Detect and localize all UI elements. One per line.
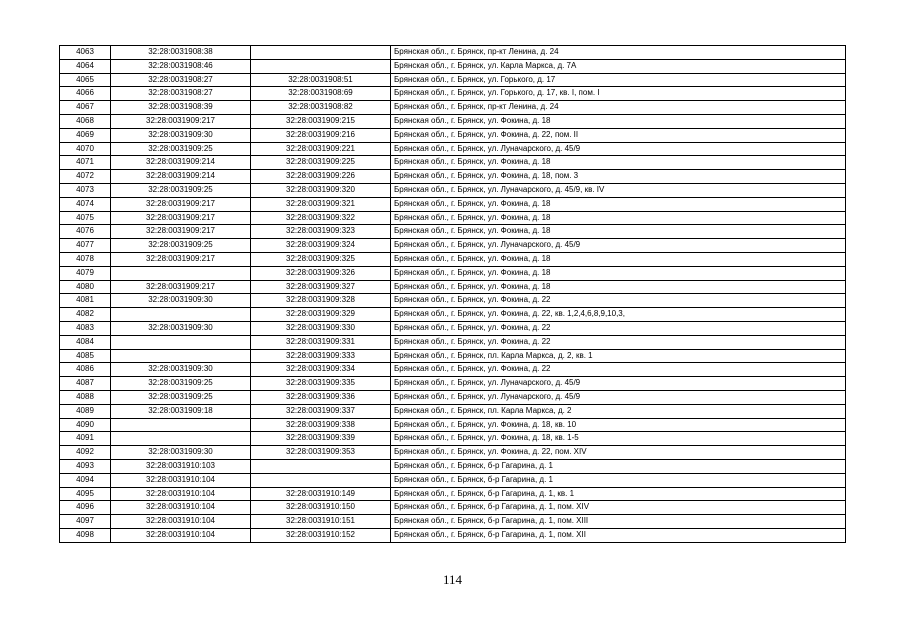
address-cell: Брянская обл., г. Брянск, ул. Фокина, д. 18 [391,114,846,128]
address-cell: Брянская обл., г. Брянск, ул. Горького, д. 17, кв. I, пом. I [391,87,846,101]
row-number-cell: 4086 [60,363,111,377]
row-number-cell: 4071 [60,156,111,170]
table-row [60,197,846,211]
table-row [60,501,846,515]
table-row [60,114,846,128]
row-number-cell: 4087 [60,377,111,391]
object-cadastral-number-cell: 32:28:0031910:152 [251,528,391,542]
row-number-cell: 4090 [60,418,111,432]
row-number-cell: 4083 [60,321,111,335]
row-number-cell: 4088 [60,390,111,404]
address-cell: Брянская обл., г. Брянск, пр-кт Ленина, д. 24 [391,46,846,60]
parcel-cadastral-number-cell: 32:28:0031910:104 [111,501,251,515]
object-cadastral-number-cell: 32:28:0031909:334 [251,363,391,377]
address-cell: Брянская обл., г. Брянск, ул. Фокина, д. 18, пом. 3 [391,170,846,184]
row-number-cell: 4074 [60,197,111,211]
parcel-cadastral-number-cell: 32:28:0031909:217 [111,252,251,266]
table-row [60,528,846,542]
table-row [60,459,846,473]
object-cadastral-number-cell: 32:28:0031909:330 [251,321,391,335]
parcel-cadastral-number-cell: 32:28:0031910:104 [111,528,251,542]
parcel-cadastral-number-cell [111,335,251,349]
object-cadastral-number-cell: 32:28:0031909:353 [251,446,391,460]
row-number-cell: 4084 [60,335,111,349]
row-number-cell: 4095 [60,487,111,501]
row-number-cell: 4085 [60,349,111,363]
parcel-cadastral-number-cell [111,349,251,363]
object-cadastral-number-cell: 32:28:0031909:328 [251,294,391,308]
table-row [60,252,846,266]
table-row [60,239,846,253]
address-cell: Брянская обл., г. Брянск, ул. Луначарского, д. 45/9 [391,239,846,253]
address-cell: Брянская обл., г. Брянск, ул. Фокина, д. 18 [391,225,846,239]
address-cell: Брянская обл., г. Брянск, ул. Фокина, д. 18, кв. 10 [391,418,846,432]
address-cell: Брянская обл., г. Брянск, ул. Луначарского, д. 45/9 [391,390,846,404]
address-cell: Брянская обл., г. Брянск, ул. Фокина, д. 18 [391,197,846,211]
parcel-cadastral-number-cell: 32:28:0031908:46 [111,59,251,73]
table-row [60,170,846,184]
object-cadastral-number-cell: 32:28:0031909:323 [251,225,391,239]
object-cadastral-number-cell: 32:28:0031908:51 [251,73,391,87]
parcel-cadastral-number-cell: 32:28:0031909:217 [111,225,251,239]
object-cadastral-number-cell: 32:28:0031909:331 [251,335,391,349]
address-cell: Брянская обл., г. Брянск, ул. Фокина, д. 18 [391,211,846,225]
parcel-cadastral-number-cell: 32:28:0031908:38 [111,46,251,60]
address-cell: Брянская обл., г. Брянск, ул. Горького, д. 17 [391,73,846,87]
parcel-cadastral-number-cell: 32:28:0031909:18 [111,404,251,418]
table-row [60,101,846,115]
parcel-cadastral-number-cell [111,432,251,446]
address-cell: Брянская обл., г. Брянск, ул. Фокина, д. 18 [391,266,846,280]
row-number-cell: 4077 [60,239,111,253]
object-cadastral-number-cell: 32:28:0031910:151 [251,515,391,529]
row-number-cell: 4076 [60,225,111,239]
parcel-cadastral-number-cell: 32:28:0031908:27 [111,87,251,101]
address-cell: Брянская обл., г. Брянск, б-р Гагарина, д. 1, пом. XII [391,528,846,542]
address-cell: Брянская обл., г. Брянск, ул. Фокина, д. 22 [391,321,846,335]
row-number-cell: 4089 [60,404,111,418]
parcel-cadastral-number-cell [111,266,251,280]
object-cadastral-number-cell: 32:28:0031909:339 [251,432,391,446]
row-number-cell: 4073 [60,183,111,197]
table-row [60,515,846,529]
table-row [60,432,846,446]
address-cell: Брянская обл., г. Брянск, пл. Карла Маркса, д. 2, кв. 1 [391,349,846,363]
parcel-cadastral-number-cell: 32:28:0031910:104 [111,515,251,529]
table-row [60,446,846,460]
table-row [60,390,846,404]
address-cell: Брянская обл., г. Брянск, ул. Фокина, д. 18 [391,156,846,170]
object-cadastral-number-cell: 32:28:0031909:324 [251,239,391,253]
row-number-cell: 4068 [60,114,111,128]
address-cell: Брянская обл., г. Брянск, б-р Гагарина, д. 1 [391,473,846,487]
address-cell: Брянская обл., г. Брянск, ул. Фокина, д. 22 [391,294,846,308]
table-row [60,363,846,377]
object-cadastral-number-cell: 32:28:0031909:215 [251,114,391,128]
table-row [60,377,846,391]
address-cell: Брянская обл., г. Брянск, ул. Фокина, д. 22, пом. XIV [391,446,846,460]
object-cadastral-number-cell: 32:28:0031909:320 [251,183,391,197]
table-row [60,211,846,225]
address-cell: Брянская обл., г. Брянск, ул. Фокина, д. 22 [391,335,846,349]
object-cadastral-number-cell: 32:28:0031908:82 [251,101,391,115]
parcel-cadastral-number-cell [111,308,251,322]
table-row [60,183,846,197]
parcel-cadastral-number-cell: 32:28:0031908:39 [111,101,251,115]
row-number-cell: 4063 [60,46,111,60]
object-cadastral-number-cell: 32:28:0031910:149 [251,487,391,501]
address-cell: Брянская обл., г. Брянск, пл. Карла Маркса, д. 2 [391,404,846,418]
row-number-cell: 4070 [60,142,111,156]
row-number-cell: 4093 [60,459,111,473]
parcel-cadastral-number-cell: 32:28:0031909:30 [111,128,251,142]
table-row [60,128,846,142]
cadastral-table [59,45,846,543]
address-cell: Брянская обл., г. Брянск, б-р Гагарина, д. 1, пом. XIII [391,515,846,529]
parcel-cadastral-number-cell: 32:28:0031908:27 [111,73,251,87]
address-cell: Брянская обл., г. Брянск, ул. Фокина, д. 18 [391,252,846,266]
parcel-cadastral-number-cell [111,418,251,432]
object-cadastral-number-cell [251,46,391,60]
row-number-cell: 4096 [60,501,111,515]
row-number-cell: 4079 [60,266,111,280]
table-row [60,308,846,322]
row-number-cell: 4092 [60,446,111,460]
object-cadastral-number-cell: 32:28:0031909:225 [251,156,391,170]
row-number-cell: 4080 [60,280,111,294]
parcel-cadastral-number-cell: 32:28:0031909:25 [111,390,251,404]
row-number-cell: 4082 [60,308,111,322]
row-number-cell: 4097 [60,515,111,529]
address-cell: Брянская обл., г. Брянск, ул. Фокина, д. 18, кв. 1-5 [391,432,846,446]
table-row [60,73,846,87]
row-number-cell: 4098 [60,528,111,542]
parcel-cadastral-number-cell: 32:28:0031909:30 [111,446,251,460]
address-cell: Брянская обл., г. Брянск, пр-кт Ленина, д. 24 [391,101,846,115]
parcel-cadastral-number-cell: 32:28:0031910:104 [111,487,251,501]
table-row [60,335,846,349]
address-cell: Брянская обл., г. Брянск, ул. Фокина, д. 22 [391,363,846,377]
object-cadastral-number-cell: 32:28:0031909:221 [251,142,391,156]
parcel-cadastral-number-cell: 32:28:0031909:25 [111,183,251,197]
address-cell: Брянская обл., г. Брянск, ул. Фокина, д. 22, пом. II [391,128,846,142]
table-row [60,349,846,363]
object-cadastral-number-cell: 32:28:0031909:333 [251,349,391,363]
row-number-cell: 4091 [60,432,111,446]
address-cell: Брянская обл., г. Брянск, ул. Луначарского, д. 45/9 [391,377,846,391]
row-number-cell: 4069 [60,128,111,142]
object-cadastral-number-cell: 32:28:0031909:326 [251,266,391,280]
address-cell: Брянская обл., г. Брянск, ул. Карла Маркса, д. 7А [391,59,846,73]
row-number-cell: 4064 [60,59,111,73]
parcel-cadastral-number-cell: 32:28:0031909:30 [111,294,251,308]
object-cadastral-number-cell: 32:28:0031909:327 [251,280,391,294]
object-cadastral-number-cell: 32:28:0031909:329 [251,308,391,322]
row-number-cell: 4066 [60,87,111,101]
address-cell: Брянская обл., г. Брянск, б-р Гагарина, д. 1, кв. 1 [391,487,846,501]
object-cadastral-number-cell: 32:28:0031909:336 [251,390,391,404]
table-row [60,46,846,60]
object-cadastral-number-cell: 32:28:0031909:338 [251,418,391,432]
parcel-cadastral-number-cell: 32:28:0031909:217 [111,114,251,128]
address-cell: Брянская обл., г. Брянск, б-р Гагарина, д. 1, пом. XIV [391,501,846,515]
object-cadastral-number-cell: 32:28:0031909:321 [251,197,391,211]
row-number-cell: 4094 [60,473,111,487]
table-row [60,59,846,73]
parcel-cadastral-number-cell: 32:28:0031909:214 [111,170,251,184]
page-number: 114 [442,572,463,587]
address-cell: Брянская обл., г. Брянск, ул. Фокина, д. 18 [391,280,846,294]
parcel-cadastral-number-cell: 32:28:0031909:25 [111,142,251,156]
parcel-cadastral-number-cell: 32:28:0031909:25 [111,239,251,253]
table-row [60,156,846,170]
table-row [60,294,846,308]
parcel-cadastral-number-cell: 32:28:0031909:25 [111,377,251,391]
table-row [60,142,846,156]
object-cadastral-number-cell: 32:28:0031908:69 [251,87,391,101]
object-cadastral-number-cell: 32:28:0031909:325 [251,252,391,266]
parcel-cadastral-number-cell: 32:28:0031909:30 [111,363,251,377]
parcel-cadastral-number-cell: 32:28:0031910:104 [111,473,251,487]
address-cell: Брянская обл., г. Брянск, ул. Луначарского, д. 45/9, кв. IV [391,183,846,197]
table-row [60,418,846,432]
address-cell: Брянская обл., г. Брянск, ул. Луначарского, д. 45/9 [391,142,846,156]
row-number-cell: 4075 [60,211,111,225]
table-row [60,266,846,280]
parcel-cadastral-number-cell: 32:28:0031909:217 [111,197,251,211]
row-number-cell: 4081 [60,294,111,308]
object-cadastral-number-cell: 32:28:0031909:226 [251,170,391,184]
table-body [60,46,846,543]
object-cadastral-number-cell [251,459,391,473]
row-number-cell: 4078 [60,252,111,266]
table-row [60,280,846,294]
object-cadastral-number-cell: 32:28:0031909:335 [251,377,391,391]
object-cadastral-number-cell: 32:28:0031909:337 [251,404,391,418]
parcel-cadastral-number-cell: 32:28:0031910:103 [111,459,251,473]
parcel-cadastral-number-cell: 32:28:0031909:217 [111,280,251,294]
parcel-cadastral-number-cell: 32:28:0031909:214 [111,156,251,170]
table-row [60,473,846,487]
object-cadastral-number-cell [251,473,391,487]
address-cell: Брянская обл., г. Брянск, б-р Гагарина, д. 1 [391,459,846,473]
table-row [60,487,846,501]
table-row [60,87,846,101]
object-cadastral-number-cell: 32:28:0031909:322 [251,211,391,225]
row-number-cell: 4072 [60,170,111,184]
object-cadastral-number-cell: 32:28:0031909:216 [251,128,391,142]
parcel-cadastral-number-cell: 32:28:0031909:217 [111,211,251,225]
parcel-cadastral-number-cell: 32:28:0031909:30 [111,321,251,335]
address-cell: Брянская обл., г. Брянск, ул. Фокина, д. 22, кв. 1,2,4,6,8,9,10,3, [391,308,846,322]
object-cadastral-number-cell: 32:28:0031910:150 [251,501,391,515]
object-cadastral-number-cell [251,59,391,73]
row-number-cell: 4065 [60,73,111,87]
table-row [60,225,846,239]
table-row [60,404,846,418]
table-row [60,321,846,335]
row-number-cell: 4067 [60,101,111,115]
